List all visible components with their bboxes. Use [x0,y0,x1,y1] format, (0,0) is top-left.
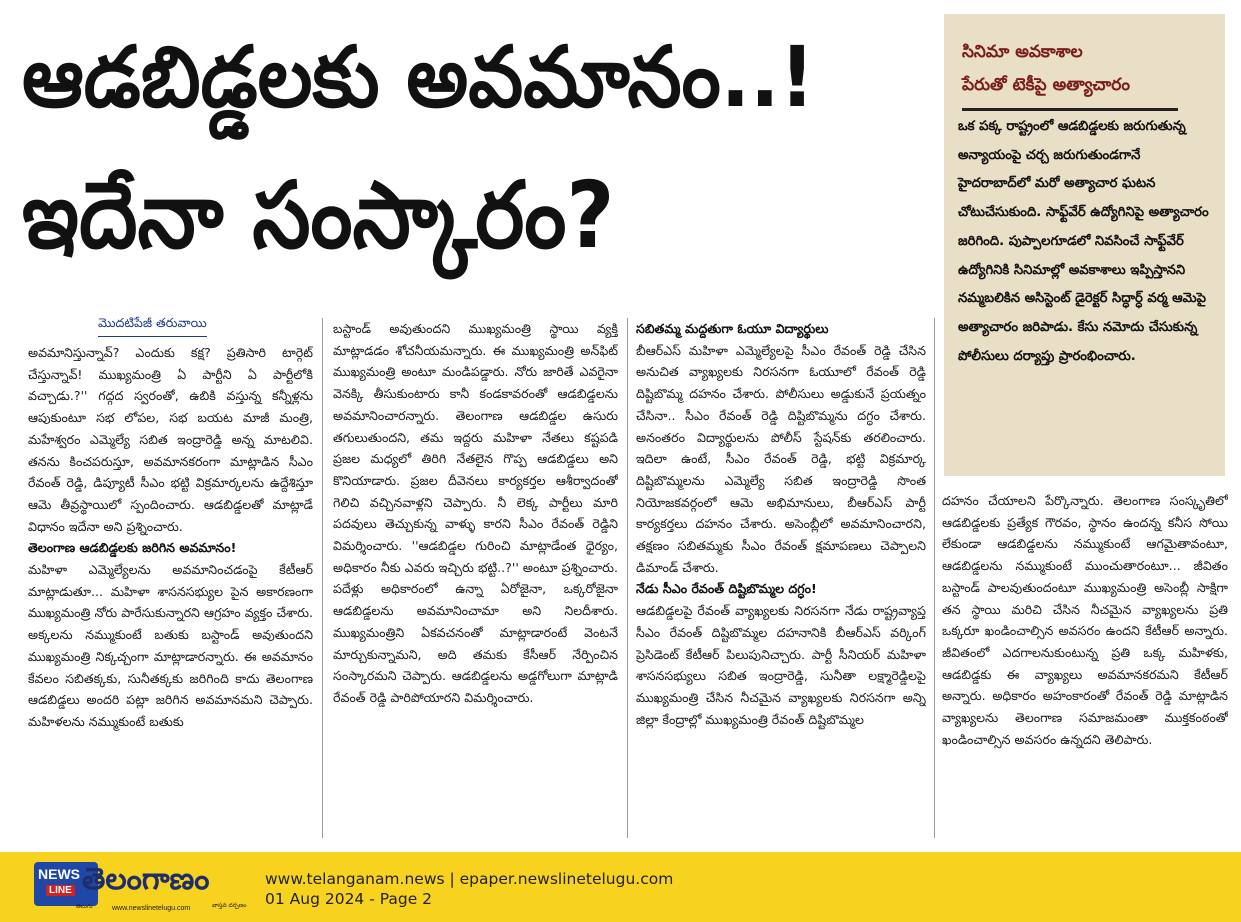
telanganam-logo: తెలంగాణం [82,862,210,897]
logo-tag-left: తెలుగు [76,903,93,910]
byline: మొదటిపేజీ తరువాయి [98,315,207,337]
sidebar-title-line-1: సినిమా అవకాశాల [962,42,1083,62]
column-3 [636,318,926,838]
column-1-subhead: తెలంగాణ ఆడబిడ్డలకు జరిగిన అవమానం! [28,540,237,556]
sidebar-body: ఒక పక్క రాష్ట్రంలో ఆడబిడ్డలకు జరుగుతున్న అన్యాయంపై చర్చ జరుగుతుండగానే హైదరాబాద్‌లో మరో అత్యాచార ఘటన చోటుచేసుకుంది. సాఫ్ట్‌వేర్ ఉద్యోగినిపై అత్యాచారం జరిగింది. పుప్పాలగూడలో నివసించే సాఫ్ట్‌వేర్ ఉద్యోగినికి సినిమాల్లో అవకాశాలు ఇప్పిస్తానని నమ్మబలికిన అసిస్టెంట్ డైరెక్టర్ సిద్ధార్ధ్ వర్మ ఆమెపై అత్యాచారం జరిపాడు. కేసు నమోదు చేసుకున్న పోలీసులు దర్యాప్తు ప్రారంభించారు. [958,119,1209,364]
footer-date-page: 01 Aug 2024 - Page 2 [265,890,433,908]
headline-line-2: ఇదేనా సంస్కారం? [22,162,615,269]
column-2-paragraph-1: బస్టాండ్ అవుతుందని ముఖ్యమంత్రి స్థాయి వ్యక్తి మాట్లాడడం శోచనీయమన్నారు. ఈ ముఖ్యమంత్రి అన్‌ఫిట్ ముఖ్యమంత్రి అంటూ మండిపడ్డారు. నోరు జారితే ఎవరైనా వెనక్కి తీసుకుంటారు కానీ కండకావరంతో ఆడబిడ్డలను అవమానించారన్నారు. తెలంగాణ ఆడబిడ్డల ఉసురు తగులుతుందని, తమ ఇద్దరు మహిళా నేతలు కష్టపడి ప్రజల మధ్యలో తిరిగి నేతలైన గొప్ప ఆడబిడ్డలు అని కొనియాడారు. ప్రజల దీవెనలు కార్యకర్తల ఆశీర్వాదంతో గెలిచి వచ్చినవాళ్లని చెప్పారు. నీ లెక్క పార్టీలు మారి పదవులు తెచ్చుకున్న వాళ్ళు కారని సీఎం రేవంత్ రెడ్డిని విమర్శించారు. ''ఆడబిడ్డల గురించి మాట్లాడేంత ధైర్యం, అధికారం నీకు ఎవరు ఇచ్చిరు భట్టి..?'' అంటూ ప్రశ్నించారు. పదేళ్లు అధికారంలో ఉన్నా ఏరోజైనా, ఒక్కరోజైనా ఆడబిడ్డలను అవమానించామా అని నిలదీశారు. ముఖ్యమంత్రిని ఏకవచనంతో మాట్లాడారంటే వెంటనే మార్చుకున్నామని, అది తమకు కేసీఆర్ నేర్పించిన సంస్కారమని చెప్పారు. ఆడబిడ్డలను అడ్డగోలుగా మాట్లాడి రేవంత్ రెడ్డి పారిపోయారని విమర్శించారు. [333,321,618,705]
column-1 [28,342,313,832]
column-divider [627,318,628,838]
column-divider [934,318,935,838]
column-3-subhead-1: సబితమ్మ మద్దతుగా ఓయూ విద్యార్థులు [636,321,829,336]
footer-urls[interactable]: www.telanganam.news | epaper.newslinetelugu.com [265,870,674,888]
newsline-logo-line: LINE [46,885,75,896]
column-4-paragraph-1: దహనం చేయాలని పేర్కొన్నారు. తెలంగాణ సంస్కృతిలో ఆడబిడ్డలకు ప్రత్యేక గౌరవం, స్థానం ఉందన్న కనీస సోయి లేకుండా ఆడబిడ్డలను నమ్ముకుంటే ఆగమైతావంటూ, ఆడబిడ్డలను నమ్ముకుంటే ముంచుతారంటూ... జీవితం బస్టాండ్ పాలవుతుందంటూ ముఖ్యమంత్రి అసెంబ్లీ సాక్షిగా తన స్థాయి మరిచి చేసిన నీచమైన వ్యాఖ్యలను ప్రతి ఒక్కరూ ఖండించాల్సిన అవసరం ఉందని కేటీఆర్ అన్నారు. జీవితంలో ఎదగాలనుకుంటున్న ప్రతి ఒక్క మహిళకు, ఆడబిడ్డకు ఈ వ్యాఖ్యలు అవమానకరమని కేటీఆర్ అన్నారు. అధికారం అహంకారంతో రేవంత్ రెడ్డి మాట్లాడిన వ్యాఖ్యలను తెలంగాణ సమాజమంతా ముక్తకంఠంతో ఖండించాల్సిన అవసరం ఉన్నదని తెలిపారు. [942,493,1228,747]
column-divider [322,318,323,838]
sidebar-title-line-2: పేరుతో టెకీపై అత్యాచారం [962,75,1130,95]
sidebar-rule [962,108,1178,111]
newsline-logo-news: NEWS [38,866,80,882]
headline-line-1: ఆడబిడ్డలకు అవమానం..! [22,28,815,126]
column-4 [942,490,1228,840]
column-3-paragraph-2: ఆడబిడ్డలపై రేవంత్ వ్యాఖ్యలకు నిరసనగా నేడు రాష్ట్రవ్యాప్త సీఎం రేవంత్ దిష్టిబొమ్మల దహనానికి బీఆర్ఎస్ వర్కింగ్ ప్రెసిడెంట్ కేటీఆర్ పిలుపునిచ్చారు. పార్టీ సీనియర్ మహిళా శాసనసభ్యులు సబిత ఇంద్రారెడ్డి, సునీతా లక్ష్మారెడ్డిలపై ముఖ్యమంత్రి చేసిన నీచమైన వ్యాఖ్యలకు నిరసనగా అన్ని జిల్లా కేంద్రాల్లో ముఖ్యమంత్రి రేవంత్ దిష్టిబొమ్మల [636,603,926,727]
logo-site-url: www.newslinetelugu.com [112,905,191,912]
column-3-paragraph-1: బీఆర్ఎస్ మహిళా ఎమ్మెల్యేలపై సీఎం రేవంత్ రెడ్డి చేసిన అనుచిత వ్యాఖ్యలకు నిరసనగా ఓయూలో రేవంత్ రెడ్డి దిష్టిబొమ్మ దహనం చేశారు. పోలీసులు అడ్డుకునే ప్రయత్నం చేసినా.. సీఎం రేవంత్ రెడ్డి దిష్టిబొమ్మను దగ్ధం చేశారు. అనంతరం విద్యార్థులను పోలీస్ స్టేషన్‌కు తరలించారు. ఇదిలా ఉంటే, సీఎం రేవంత్ రెడ్డి, భట్టి విక్రమార్క దిష్టిబొమ్మలను ఎమ్మెల్యే సబిత ఇంద్రారెడ్డి సొంత నియోజకవర్గంలో ఆమె అభిమానులు, బీఆర్ఎస్ పార్టీ కార్యకర్తలు దహనం చేశారు. అసెంబ్లీలో అవమానించారని, తక్షణం సబితమ్మకు సీఎం రేవంత్ క్షమాపణలు చెప్పాలని డిమాండ్ చేశారు. [636,342,926,575]
logo-tag-right: వాస్తవ దర్పణం [212,902,247,909]
column-1-paragraph-2: మహిళా ఎమ్మెల్యేలను అవమానించడంపై కేటీఆర్ మాట్లాడుతూ... మహిళా శాసనసభ్యుల పైన అకారణంగా ముఖ్యమంత్రి నోరు పారేసుకున్నారని ఆగ్రహం వ్యక్తం చేశారు. అక్కలను నమ్ముకుంటే బతుకు బస్టాండ్ అవుతుందని ముఖ్యమంత్రి నిక్కచ్చంగా మాట్లాడారన్నారు. ఈ అవమానం కేవలం సబితక్కకు, సునీతక్కకు జరిగింది కాదు తెలంగాణ ఆడబిడ్డలు అందరి పట్లా జరిగిన అవమానమని చెప్పారు. మహిళలను నమ్ముకుంటే బతుకు [28,562,313,729]
column-2 [333,318,618,838]
column-1-paragraph-1: అవమానిస్తున్నావ్‌? ఎందుకు కక్ష? ప్రతిసారి టార్గెట్ చేస్తున్నావ్‌! ముఖ్యమంత్రి ఏ పార్టీని ఏ పార్టీలోకి వచ్చాడు.?'' గద్గద స్వరంతో, ఉబికి వస్తున్న కన్నీళ్లను ఆపుకుంటూ సభ లోపల, సభ బయట మాజీ మంత్రి, మహేశ్వరం ఎమ్మెల్యే సబిత ఇంద్రారెడ్డి అన్న మాటలివి. తనను కించపరుస్తూ, అవమానకరంగా మాట్లాడిన సీఎం రేవంత్ రెడ్డి, డిప్యూటీ సీఎం భట్టి విక్రమార్కలను ఉద్దేశిస్తూ ఆమె తీవ్రస్థాయిలో స్పందించారు. ఆడబిడ్డలతో మాట్లాడే విధానం ఇదేనా అని ప్రశ్నించారు. [28,345,313,534]
sidebar-title [962,36,1212,102]
column-3-subhead-2: నేడు సీఎం రేవంత్ దిష్టిబొమ్మల దగ్ధం! [636,581,817,597]
